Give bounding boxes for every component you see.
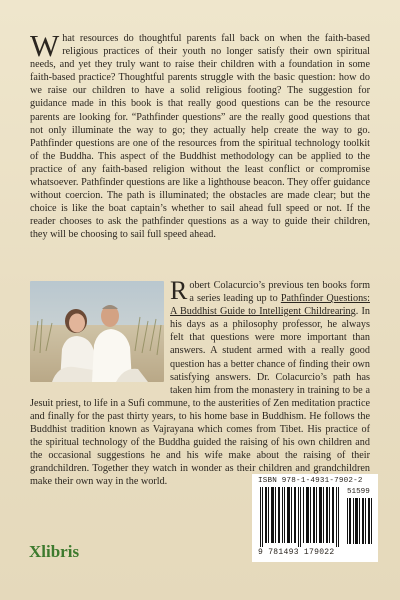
publisher-logo	[28, 541, 106, 561]
book-title-link: Pathfinder Questions: A Buddhist Guide to Intelligent Childrearing	[170, 293, 370, 318]
blurb-text: hat resources do thoughtful parents fall back on when the faith-based religious practices of their youth no longer satisfy their own spiritual needs, and yet they truly want to raise their children with a foundation in some faith-based practice? Thoughtful parents struggle with the basic question: how do we raise our children to have a solid religious footing? The suggestion for guidance made in this book is that really good questions can be the resource parents are looking for. “Pathfinder questions” are the really good questions that not only illuminate the way to go; they actually help create the way to go. Pathfinder questions are one of the resources from the spiritual technology toolkit of the Buddha. This aspect of the Buddhist methodology can be applied to the practice of any faith-based religion without the least conflict or compromise whatsoever. Pathfinder questions are like a lighthouse beacon. They offer guidance without coercion. The path is illuminated; the obstacles are made clear; but the choice is like the boat captain’s whether to sail ahead full speed or not. If the reader chooses to ask the pathfinder questions as a way to guide their children, they will be choosing to sail full speed ahead.	[30, 33, 370, 241]
publisher-logo-text: Xlibris	[29, 542, 80, 561]
barcode-number-text: 9 781493 179022	[258, 548, 335, 557]
author-dropcap: R	[170, 276, 188, 305]
book-blurb	[30, 28, 370, 242]
price-code-text: 51599	[347, 488, 370, 496]
author-bio-text-before: obert Colacurcio’s previous ten books form a series leading up to	[189, 280, 370, 305]
blurb-dropcap: W	[30, 28, 60, 63]
barcode-image	[258, 487, 344, 547]
author-bio-text-after: . In his days as a philosophy professor, he always felt that questions were more important than answers. A student armed with a really good question has a better chance of finding their own satisfying answers. Dr. Colacurcio’s path has taken him from the monastery in training to be a Jesuit priest, to life in a Sufi commune, to the austerities of Zen meditation practice and finally for the past thirty years, to his home base in Buddhism. He follows the Buddhist tradition known as Vajrayana which comes from Tibet. His practice of the spiritual technology of the Buddha guided the raising of his own children and the occasional suggestions he and his wife make about the raising of their grandchildren. Together they watch in wonder as their children and grandchildren make their own way in the world.	[30, 306, 370, 488]
barcode-block	[252, 474, 378, 562]
isbn-text: ISBN 978-1-4931-7902-2	[258, 477, 363, 485]
price-barcode-image	[346, 498, 374, 544]
author-photo	[30, 281, 164, 382]
